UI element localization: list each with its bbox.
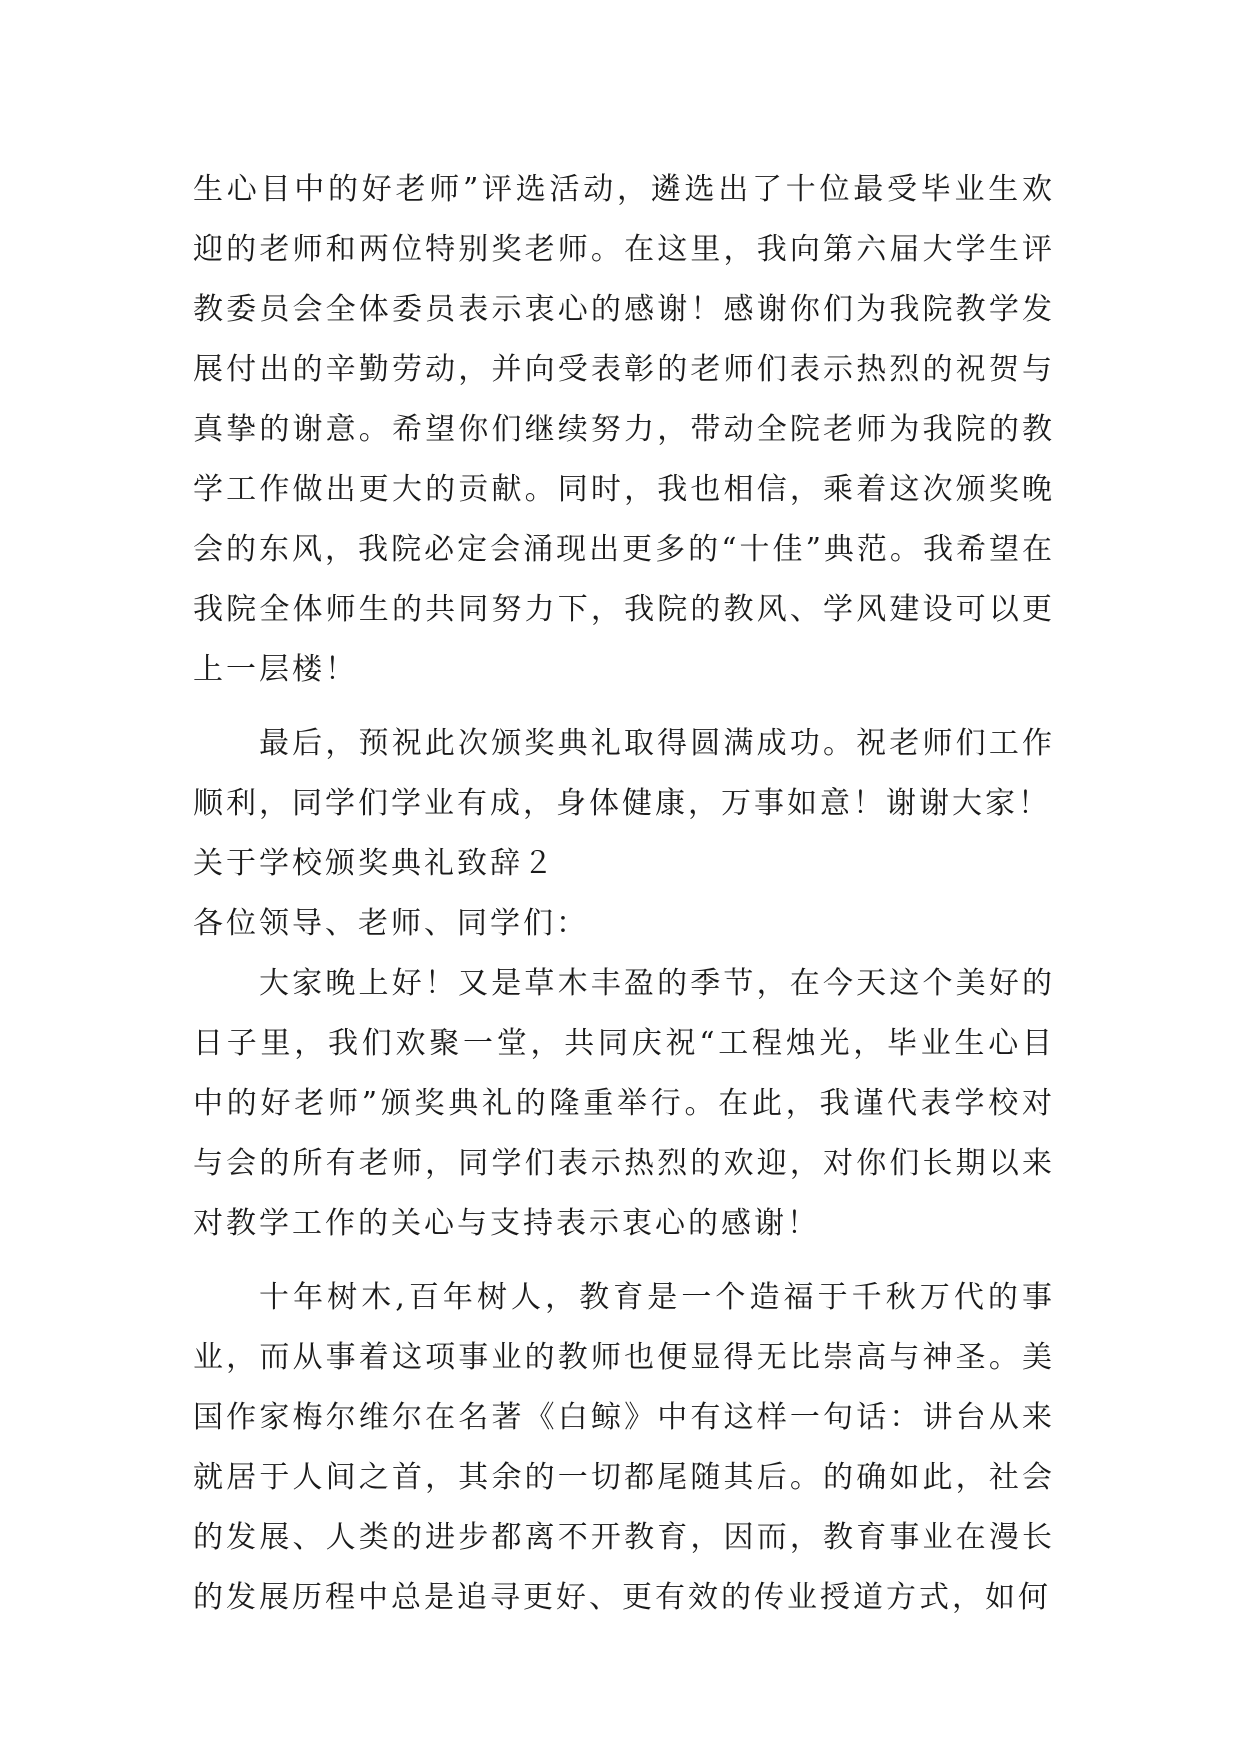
salutation: 各位领导、老师、同学们： (193, 906, 589, 941)
paragraph-greeting: 大家晚上好！又是草木丰盈的季节，在今天这个美好的日子里，我们欢聚一堂，共同庆祝“工程烛光，毕业生心目中的好老师”颁奖典礼的隆重举行。在此，我谨代表学校对与会的所有老师，同学们表示热烈的欢迎，对你们长期以来对教学工作的关心与支持表示衷心的感谢！ (193, 966, 1055, 1241)
paragraph-education: 十年树木,百年树人，教育是一个造福于千秋万代的事业，而从事着这项事业的教师也便显得无比崇高与神圣。美国作家梅尔维尔在名著《白鲸》中有这样一句话：讲台从来就居于人间之首，其余的一切都尾随其后。的确如此，社会的发展、人类的进步都离不开教育，因而，教育事业在漫长的发展历程中总是追寻更好、更有效的传业授道方式，如何 (193, 1280, 1055, 1615)
paragraph-continuation: 生心目中的好老师”评选活动，遴选出了十位最受毕业生欢迎的老师和两位特别奖老师。在这里，我向第六届大学生评教委员会全体委员表示衷心的感谢！感谢你们为我院教学发展付出的辛勤劳动，并向受表彰的老师们表示热烈的祝贺与真挚的谢意。希望你们继续努力，带动全院老师为我院的教学工作做出更大的贡献。同时，我也相信，乘着这次颁奖晚会的东风，我院必定会涌现出更多的“十佳”典范。我希望在我院全体师生的共同努力下，我院的教风、学风建设可以更上一层楼！ (193, 172, 1055, 687)
paragraph-closing: 最后，预祝此次颁奖典礼取得圆满成功。祝老师们工作顺利，同学们学业有成，身体健康，万事如意！谢谢大家！ (193, 726, 1055, 821)
document-page (193, 160, 1055, 1628)
section-title: 关于学校颁奖典礼致辞２ (193, 846, 556, 881)
